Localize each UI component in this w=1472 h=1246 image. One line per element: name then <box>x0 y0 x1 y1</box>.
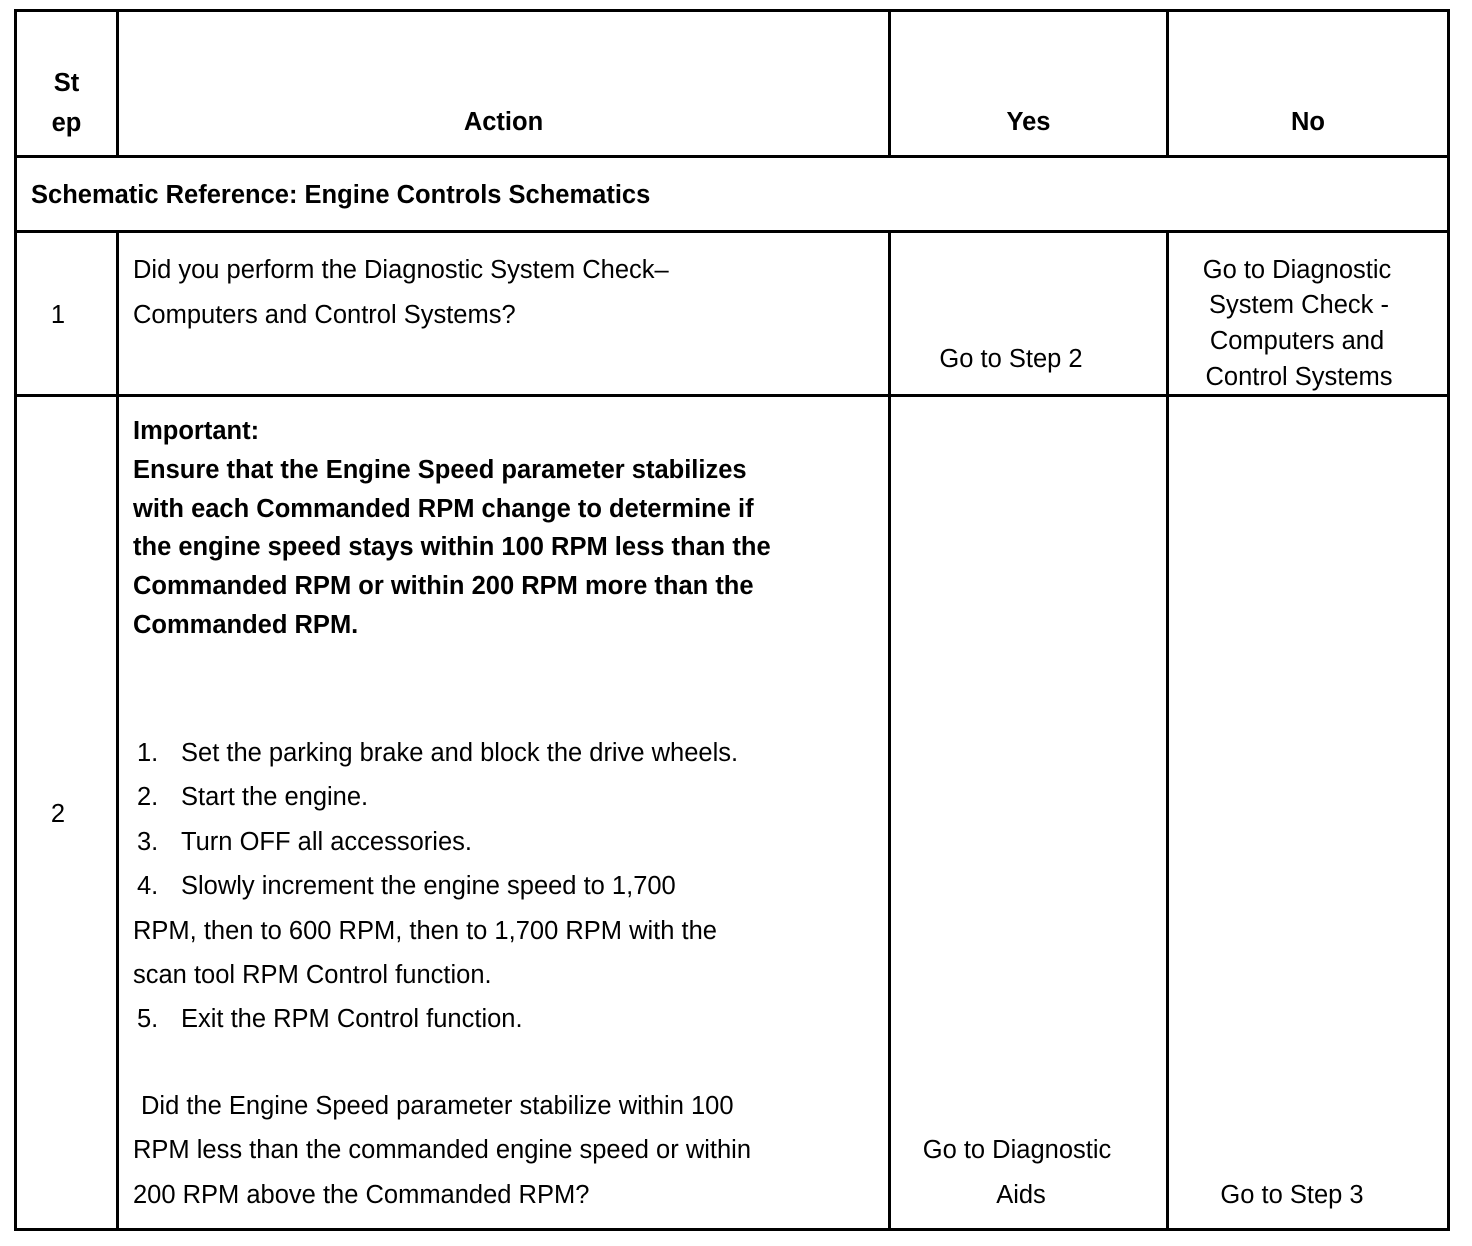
header-action: Action <box>463 108 544 136</box>
schematic-reference: Schematic Reference: Engine Controls Schematics <box>31 181 651 209</box>
row-1-action: Computers and Control Systems? <box>133 301 516 329</box>
col-divider-step <box>116 230 119 1231</box>
list-item: Slowly increment the engine speed to 1,700 <box>181 872 676 900</box>
important-text: with each Commanded RPM change to determine if <box>133 495 754 523</box>
row-1-step: 1 <box>50 301 66 329</box>
row-1-yes: Go to Step 2 <box>939 345 1083 373</box>
important-text: Commanded RPM or within 200 RPM more than the <box>133 572 754 600</box>
list-item: Turn OFF all accessories. <box>181 828 472 856</box>
important-text: Commanded RPM. <box>133 611 359 639</box>
row-2-step: 2 <box>50 800 66 828</box>
col-divider-action <box>888 230 891 1231</box>
header-no: No <box>1291 108 1325 136</box>
row-2-question: Did the Engine Speed parameter stabilize within 100 <box>141 1092 734 1120</box>
table-border-bottom <box>14 1228 1450 1231</box>
row-2-question: 200 RPM above the Commanded RPM? <box>133 1181 590 1209</box>
header-divider <box>14 155 1450 158</box>
schematic-divider <box>14 230 1450 233</box>
row-divider <box>14 394 1450 397</box>
important-text: Ensure that the Engine Speed parameter stabilizes <box>133 456 747 484</box>
row-2-yes: Go to Diagnostic <box>922 1136 1112 1164</box>
list-item: Set the parking brake and block the drive wheels. <box>181 739 739 767</box>
important-text: the engine speed stays within 100 RPM less than the <box>133 533 771 561</box>
table-border-left <box>14 9 17 1231</box>
row-2-no: Go to Step 3 <box>1220 1181 1364 1209</box>
list-item: Exit the RPM Control function. <box>181 1005 523 1033</box>
header-step: St <box>53 69 80 97</box>
row-2-question: RPM less than the commanded engine speed or within <box>133 1136 752 1164</box>
list-item-continuation: RPM, then to 600 RPM, then to 1,700 RPM with the <box>133 917 717 945</box>
list-item-number: 2. <box>137 783 159 811</box>
list-item: Start the engine. <box>181 783 369 811</box>
important-label: Important: <box>133 417 260 445</box>
row-1-no: Control Systems <box>1205 363 1393 391</box>
header-step: ep <box>51 109 82 137</box>
row-1-action: Did you perform the Diagnostic System Check– <box>133 256 669 284</box>
list-item-number: 4. <box>137 872 159 900</box>
table-border-top <box>14 9 1450 12</box>
row-1-no: Go to Diagnostic <box>1202 256 1392 284</box>
list-item-number: 3. <box>137 828 159 856</box>
list-item-number: 5. <box>137 1005 159 1033</box>
header-yes: Yes <box>1006 108 1051 136</box>
list-item-number: 1. <box>137 739 159 767</box>
table-border-right <box>1447 9 1450 1231</box>
row-2-yes: Aids <box>996 1181 1046 1209</box>
row-1-no: Computers and <box>1209 327 1385 355</box>
list-item-continuation: scan tool RPM Control function. <box>133 961 492 989</box>
row-1-no: System Check - <box>1209 291 1389 319</box>
